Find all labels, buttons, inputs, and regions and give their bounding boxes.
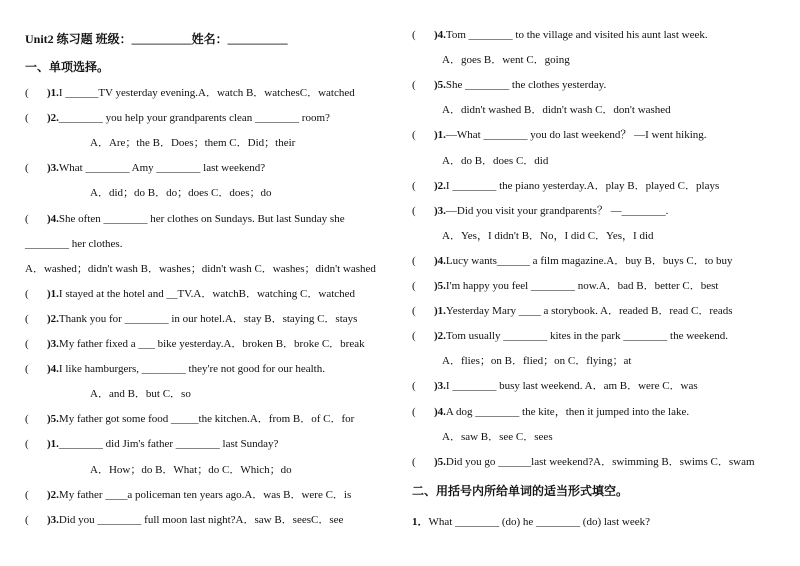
answer-blank: ( (25, 438, 29, 451)
option-line: A．Yes，I didn't B．No，I did C．Yes，I did (442, 229, 654, 242)
question-number: )3. (47, 338, 59, 350)
answer-blank: ( (412, 129, 416, 142)
question-number: )4. (434, 29, 446, 41)
question-number: )5. (47, 413, 59, 426)
answer-blank: ( (25, 162, 29, 175)
question-line (412, 329, 728, 343)
question-number: )2. (434, 330, 446, 343)
answer-blank: ( (25, 312, 29, 325)
question-text: I ______TV yesterday evening.A．watch B．watchesC．watched (58, 87, 355, 99)
question-line (25, 513, 343, 527)
question-text: Tom usually ________ kites in the park ________ the weekend. (445, 330, 729, 343)
answer-blank: ( (25, 287, 29, 300)
option-line: A．How；do B．What；do C．Which；do (90, 463, 292, 476)
option-line: A．and B．but C．so (90, 388, 191, 401)
question-text: I ________ busy last weekend. A．am B．were C．was (445, 380, 698, 393)
question-number: )4. (47, 212, 59, 225)
question-number: )5. (434, 280, 446, 292)
option-line: A．flies；on B．flied；on C．flying；at (442, 355, 632, 368)
question-line (25, 337, 365, 351)
question-number: )1. (47, 438, 59, 451)
option-line: A．washed；didn't wash B．washes；didn't wash C．washes；didn't washed (25, 262, 376, 275)
question-line (412, 254, 733, 268)
question-text: What ________ (do) he ________ (do) last week? (428, 516, 650, 528)
answer-blank: ( (412, 280, 416, 292)
question-number: )2. (47, 312, 59, 325)
question-line (25, 312, 357, 326)
question-line (412, 379, 698, 393)
question-number: 1． (412, 516, 429, 528)
question-number: )5. (434, 79, 446, 92)
question-number: )5. (434, 455, 446, 468)
question-text: ________ you help your grandparents clean ________ room? (58, 112, 330, 125)
fill-question-1 (412, 515, 650, 529)
question-text: I like hamburgers, ________ they're not good for our health. (58, 363, 325, 376)
question-number: )1. (47, 287, 59, 300)
question-number: )3. (47, 162, 59, 175)
question-continuation: ________ her clothes. (25, 237, 123, 250)
option-line: A．goes B．went C．going (442, 54, 570, 67)
question-number: )4. (47, 363, 59, 376)
answer-blank: ( (412, 179, 416, 192)
question-line (25, 212, 345, 226)
answer-blank: ( (412, 29, 416, 41)
question-text: Thank you for ________ in our hotel.A．stay B．staying C．stays (58, 312, 358, 325)
question-text: ________ did Jim's father ________ last Sunday? (58, 438, 279, 451)
question-number: )2. (47, 488, 59, 501)
answer-blank: ( (412, 405, 416, 418)
question-line (25, 362, 325, 376)
option-line: A．did；do B．do；does C．does；do (90, 187, 272, 200)
question-text: She often ________ her clothes on Sundays. But last Sunday she (58, 212, 345, 225)
question-number: )3. (434, 204, 446, 217)
answer-blank: ( (412, 254, 416, 267)
question-number: )1. (47, 87, 59, 99)
answer-blank: ( (25, 513, 29, 526)
question-line (25, 111, 330, 125)
answer-blank: ( (412, 380, 416, 393)
question-number: )2. (434, 179, 446, 192)
question-text: —Did you visit your grandparents？ —________. (445, 204, 669, 217)
question-line (25, 287, 355, 301)
question-number: )4. (434, 254, 446, 267)
question-number: )1. (434, 129, 446, 142)
question-text: My father fixed a ___ bike yesterday.A．broken B．broke C．break (58, 338, 365, 350)
answer-blank: ( (412, 455, 416, 468)
answer-blank: ( (25, 363, 29, 376)
answer-blank: ( (25, 338, 29, 350)
question-line (412, 78, 606, 92)
answer-blank: ( (25, 212, 29, 225)
question-line (25, 488, 351, 502)
section-1-heading: 一、单项选择。 (25, 60, 110, 74)
option-line: A．do B．does C．did (442, 154, 549, 167)
answer-blank: ( (412, 330, 416, 343)
question-text: My father ____a policeman ten years ago.A．was B．were C．is (58, 488, 352, 501)
question-text: She ________ the clothes yesterday. (445, 79, 607, 92)
question-line (412, 179, 719, 193)
question-line (25, 86, 355, 100)
question-text: Lucy wants______ a film magazine.A．buy B．buys C．to buy (445, 254, 733, 267)
option-line: A．didn't washed B．didn't wash C．don't washed (442, 104, 671, 117)
option-line: A．saw B．see C．sees (442, 430, 553, 443)
question-number: )4. (434, 405, 446, 418)
question-line (25, 161, 265, 175)
question-number: )2. (47, 112, 59, 125)
question-line (412, 279, 718, 293)
answer-blank: ( (25, 488, 29, 501)
question-number: )1. (434, 305, 446, 318)
question-line (412, 128, 707, 142)
question-line (412, 304, 733, 318)
answer-blank: ( (25, 87, 29, 99)
question-text: —What ________ you do last weekend？ —I went hiking. (445, 129, 707, 142)
question-text: I'm happy you feel ________ now.A．bad B．better C．best (445, 280, 719, 292)
question-number: )3. (47, 513, 59, 526)
question-text: I ________ the piano yesterday.A．play B．played C．plays (445, 179, 720, 192)
question-line (412, 204, 668, 218)
question-line (25, 412, 354, 426)
question-text: A dog ________ the kite，then it jumped into the lake. (445, 405, 690, 418)
question-text: My father got some food _____the kitchen.A．from B．of C．for (58, 413, 355, 426)
answer-blank: ( (25, 112, 29, 125)
question-text: Tom ________ to the village and visited his aunt last week. (445, 29, 708, 41)
question-text: Did you go ______last weekend?A．swimming B．swims C．swam (445, 455, 755, 468)
answer-blank: ( (412, 79, 416, 92)
answer-blank: ( (412, 204, 416, 217)
question-text: Yesterday Mary ____ a storybook. A．readed B．read C．reads (445, 305, 733, 318)
question-text: Did you ________ full moon last night?A．saw B．seesC．see (58, 513, 344, 526)
option-line: A．Are；the B．Does；them C．Did；their (90, 137, 296, 150)
question-text: I stayed at the hotel and __TV.A．watchB．watching C．watched (58, 287, 356, 300)
answer-blank: ( (412, 305, 416, 318)
question-line (412, 405, 689, 419)
section-2-heading: 二、用括号内所给单词的适当形式填空。 (412, 484, 629, 498)
worksheet-title: Unit2 练习题 班级：__________姓名：__________ (25, 32, 288, 46)
question-number: )3. (434, 380, 446, 393)
answer-blank: ( (25, 413, 29, 426)
question-text: What ________ Amy ________ last weekend? (58, 162, 266, 175)
question-line (412, 455, 755, 469)
question-line (412, 28, 708, 42)
question-line (25, 437, 278, 451)
